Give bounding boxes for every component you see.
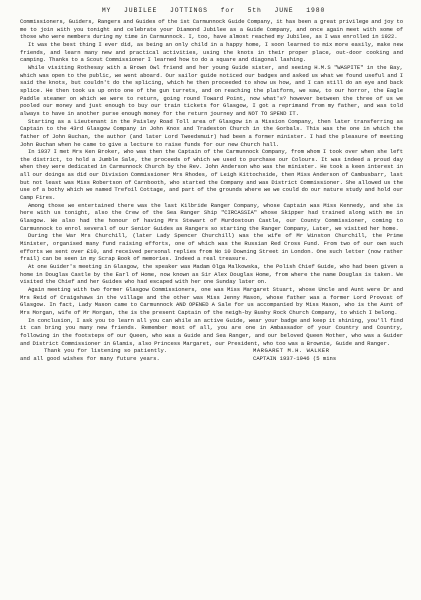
signature-row-1 [20,347,403,355]
paragraph: During the War Mrs Churchill, (later Lady Spencer Churchill) was the wife of Mr Winston Churchill, the Prime Minister, organised many fund raising efforts, one of which was the Russian Red Cross Fund. From two of our own such efforts we sent over £10, and received personal replies from No 10 Downing Street in London. One such letter (now rather frail) can be seen in my Scrap Book of memories. Indeed a real treasure. [20,232,403,263]
paragraph: Starting as a Lieutenant in the Paisley Road Toll area of Glasgow in a Mission Company, then later transferring as Captain to the 43rd Glasgow Company in John Knox and Tradeston Church in the Gorbals. This was the one in which the father of John Buchan, the author (and later Lord Tweedsmuir) had been a former minister. I had the pleasure of meeting John Buchan when he came to give a lecture to raise funds for our new Church hall. [20,117,403,148]
paragraph: While visiting Rothesay with a Brown Owl friend and her young Guide sister, and seeing H.M.S "WASPITE" in the Bay, which was open to the public, we went aboard. Our sailor guide noticed our badges and asked us what we found useful and I said the knots, but couldn't do the splicing, which he then proceeded to show us how, and I can still do an eye and back splice. He then took us up onto one of the gun turrets, and on reaching the platform, we saw, to our horror, the Eagle Paddle steamer on which we were to return, going round Toward Point, now what's? however between the three of us we pooled our money and just enough to buy our train tickets for Glasgow, I got a reprimand from my father, and was told always to have in another purse enough money for the return journey and NOT TO SPEND IT. [20,63,403,117]
paragraph: In 1937 I met Mrs Ken Broker, who was then the Captain of the Carmunnock Company, from whom I took over when she left the district, to hold a Jumble Sale, the proceeds of which we used to purchase our Colours. It was indeed a proud day when they were dedicated in Carmunnock Church by the Rev. John Anderson who was the minister. He took a keen interest in all our doings as did our Division Commissioner Mrs Rhodes, of Leigh Kittochside, then Miss Anderson of Cambusbarr, last but not least was Miss Robertson of Carnbooth, who started the Company and was District Commissioner. She allowed us the use of a bothy which we named Trefoil Cottage, and part of the grounds where we we could do our nature study and hold our Camp Fires. [20,148,403,202]
title-word: MY [101,7,112,14]
signature-role: CAPTAIN 1937-1946 (5 mins [253,354,337,362]
title-word: 5th [247,7,262,14]
title-word: 1980 [306,7,326,14]
paragraph: It was the best thing I ever did, as being an only child in a happy home, I soon learned to mix more easily, make new friends, and learn many new and practical activities, using the knots in their proper place, out-door cooking and camping. Thanks to a Scout Commissioner I learned how to do a square and diagonal lashing. [20,40,403,64]
speech-body [20,18,403,347]
signature-name: MARGARET M.H. WALKER [253,347,330,355]
title-word: for [220,7,235,14]
title-word: JOTTINGS [169,7,208,14]
closing-wishes: and all good wishes for many future years. [20,354,160,362]
signature-row-2 [20,355,403,363]
paragraph: In conclusion, I ask you to learn all you can while an active Guide, wear your badge and keep it shining, you'll find it can bring you many new friends. Remember most of all, you are one in Ambassador of your Country and Country, following in the footsteps of our Queen, who was a Guide and Sea Ranger, and our beloved Queen Mother, who was a Guider and District Commissioner in Glamis, also Princess Margaret, our President, who too was a Brownie, Guide and Ranger. [20,316,403,347]
paragraph: At one Guider's meeting in Glasgow, the speaker was Madam Olga Malkowska, the Polish Chief Guide, who had been given a home in Douglas Castle by the Earl of Home, now known as Sir Alex Douglas Home, from where the name Douglas is taken. We visited the Chief and her Guides who had escaped with her one Sunday later on. [20,263,403,286]
paragraph: Again meeting with two former Glasgow Commissioners, one was Miss Margaret Stuart, whose Uncle and Aunt were Dr and Mrs Reid of Craigshaws in the village and the other was Miss Jenny Mason, whose father was a former Lord Provost of Glasgow. In fact, Lady Mason came to Carmunnock AND OPENED A Sale for us accompanied by Miss Mason, who is the Aunt of Mrs Morgan, wife of Mr Morgan, the is the present Captain of the neigh-by Bushy Rock Church Company, to which I belong. [20,285,403,316]
document-title [20,7,403,15]
paragraph: Among those we entertained there was the last Kilbride Ranger Company, whose Captain was Miss Kennedy, and she is here with us tonight, also the Crew of the Sea Ranger Ship "CIRCASSIA" whose Skipper had trained along with me in Glasgow. We also had the honour of having Mrs Stewart of Murdostoun Castle, our County Commissioner, coming to Carmunnock to enrol several of our Senior Guides as Rangers so starting the Ranger Company, Later, we visited her home. [20,201,403,232]
title-word: JUBILEE [124,7,158,14]
title-word: JUNE [274,7,294,14]
closing-thanks: Thank you for listening so patiently. [44,347,168,355]
paragraph: Commissioners, Guiders, Rangers and Guides of the 1st Carmunnock Guide Company, it has been a great privilege and joy to me to join with you tonight and celebrate your Diamond Jubilee as a Guide Company, and once again meet with some of those who were members during my time in Carmunnock. I, too, have almost reached my Jubilee, as I was enrolled in 1922. [20,18,403,41]
